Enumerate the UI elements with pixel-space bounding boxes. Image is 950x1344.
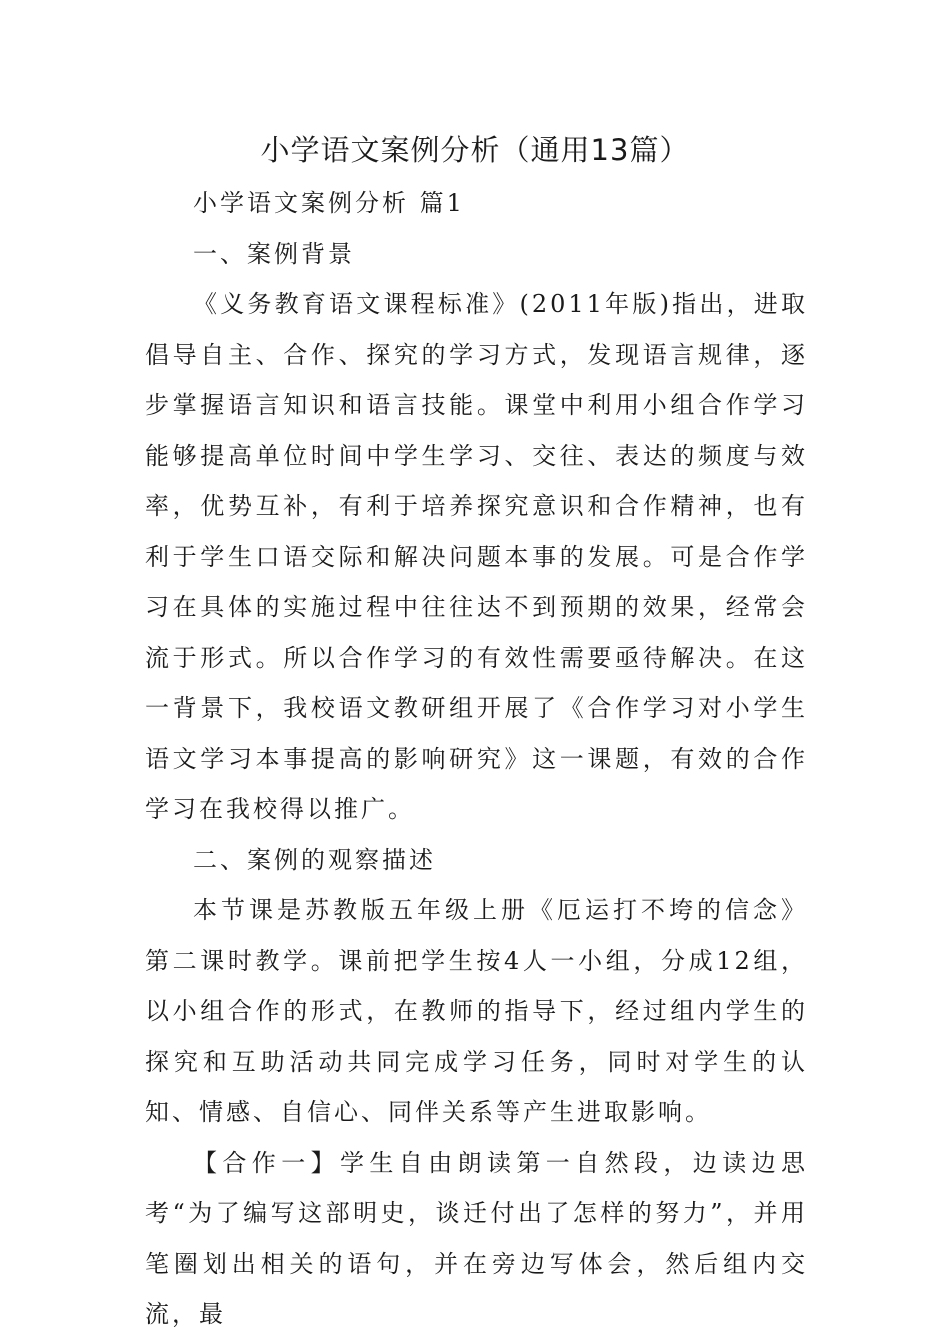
- section-heading-observation: 二、案例的观察描述: [193, 845, 436, 874]
- document-title: 小学语文案例分析（通用13篇）: [260, 133, 690, 167]
- section-heading-background: 一、案例背景: [193, 239, 355, 268]
- article-subtitle: 小学语文案例分析 篇1: [193, 189, 465, 217]
- background-paragraph: 《义务教育语文课程标准》(2011年版)指出，进取倡导自主、合作、探究的学习方式，发现语言规律，逐步掌握语言知识和语言技能。课堂中利用小组合作学习能够提高单位时间中学生学习、交往、表达的频度与效率，优势互补，有利于培养探究意识和合作精神，也有利于学生口语交际和解决问题本事的发展。可是合作学习在具体的实施过程中往往达不到预期的效果，经常会流于形式。所以合作学习的有效性需要亟待解决。在这一背景下，我校语文教研组开展了《合作学习对小学生语文学习本事提高的影响研究》这一课题，有效的合作学习在我校得以推广。: [145, 290, 808, 823]
- observation-paragraph: 本节课是苏教版五年级上册《厄运打不垮的信念》第二课时教学。课前把学生按4人一小组，分成12组，以小组合作的形式，在教师的指导下，经过组内学生的探究和互助活动共同完成学习任务，同时对学生的认知、情感、自信心、同伴关系等产生进取影响。: [145, 896, 808, 1126]
- cooperation-one-paragraph: 【合作一】学生自由朗读第一自然段，边读边思考“为了编写这部明史，谈迁付出了怎样的努力”，并用笔圈划出相关的语句，并在旁边写体会，然后组内交流，最: [145, 1148, 808, 1328]
- document-body: [145, 178, 808, 1340]
